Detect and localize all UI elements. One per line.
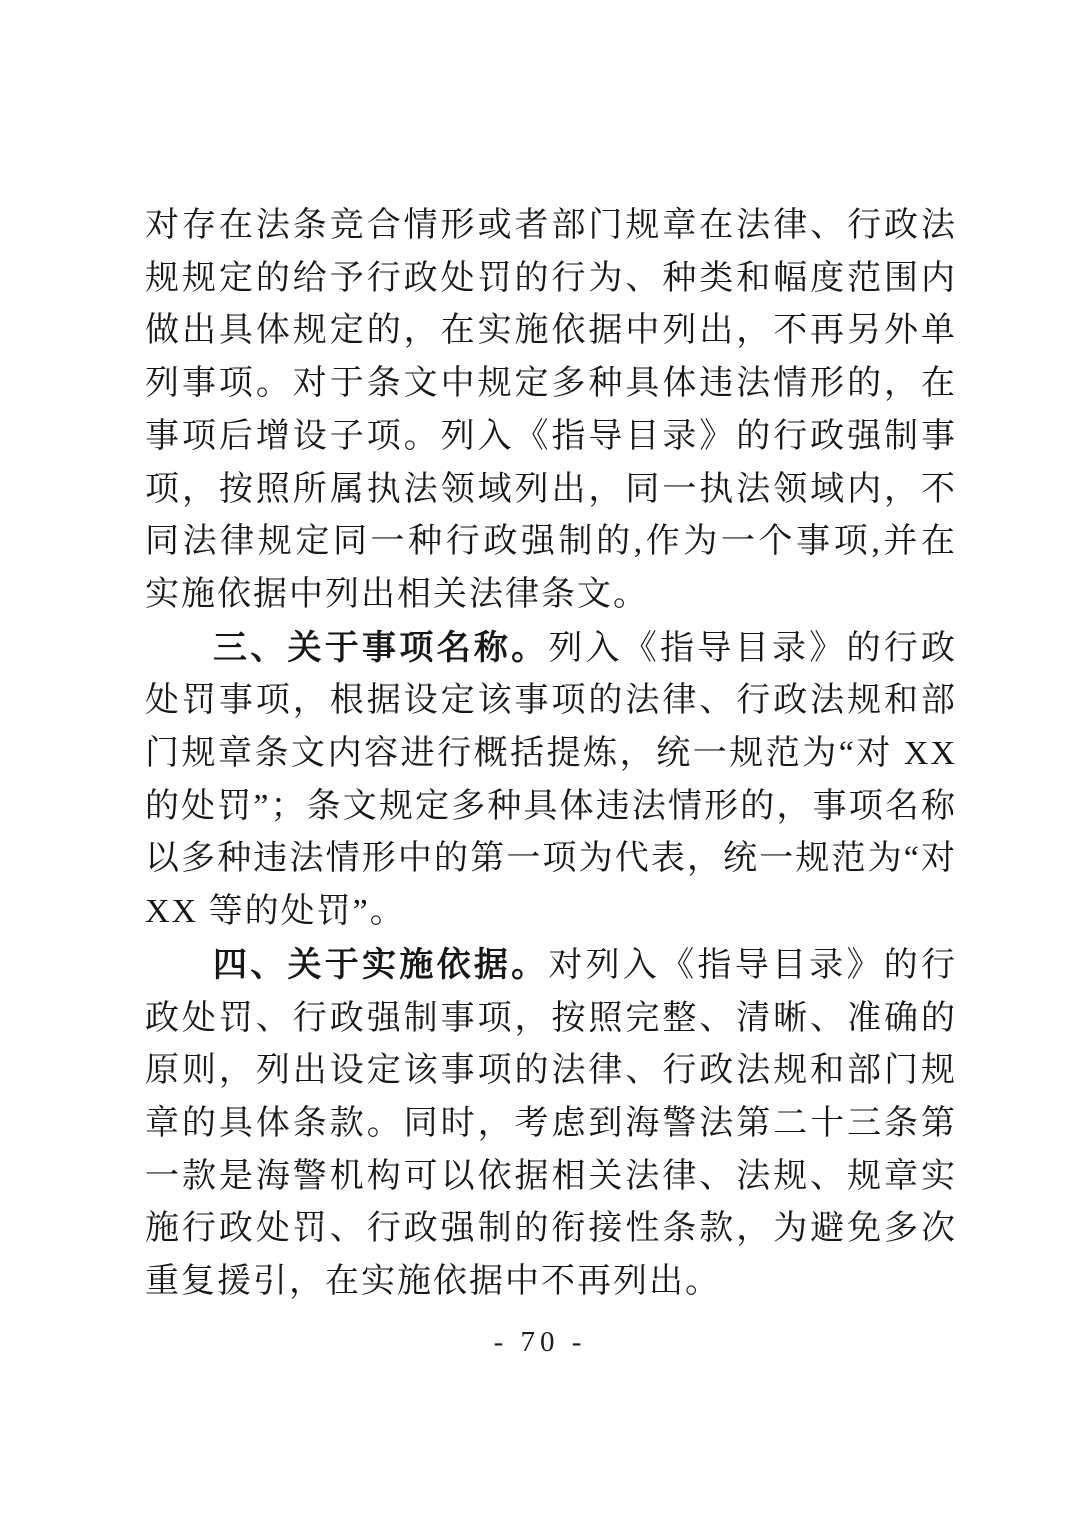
paragraph-text: 列入《指导目录》的行政处罚事项，根据设定该事项的法律、行政法规和部门规章条文内容进行概括提炼，统一规范为“对 XX 的处罚”；条文规定多种具体违法情形的，事项名称以多种违法情形中的第一项为代表，统一规范为“对 XX 等的处罚”。 xyxy=(145,629,958,931)
page-number: - 70 - xyxy=(493,1326,587,1358)
paragraph xyxy=(145,622,957,939)
section-heading: 三、关于事项名称。 xyxy=(213,628,549,667)
paragraph-text: 对列入《指导目录》的行政处罚、行政强制事项，按照完整、清晰、准确的原则，列出设定该事项的法律、行政法规和部门规章的具体条款。同时，考虑到海警法第二十三条第一款是海警机构可以依据相关法律、法规、规章实施行政处罚、行政强制的衔接性条款，为避免多次重复援引，在实施依据中不再列出。 xyxy=(145,946,958,1301)
paragraph xyxy=(145,200,957,622)
section-heading: 四、关于实施依据。 xyxy=(213,945,549,984)
document-body xyxy=(145,200,957,1309)
paragraph xyxy=(145,939,957,1309)
paragraph-text: 对存在法条竞合情形或者部门规章在法律、行政法规规定的给予行政处罚的行为、种类和幅度范围内做出具体规定的，在实施依据中列出，不再另外单列事项。对于条文中规定多种具体违法情形的，在事项后增设子项。列入《指导目录》的行政强制事项，按照所属执法领域列出，同一执法领域内，不同法律规定同一种行政强制的,作为一个事项,并在实施依据中列出相关法律条文。 xyxy=(145,207,957,613)
